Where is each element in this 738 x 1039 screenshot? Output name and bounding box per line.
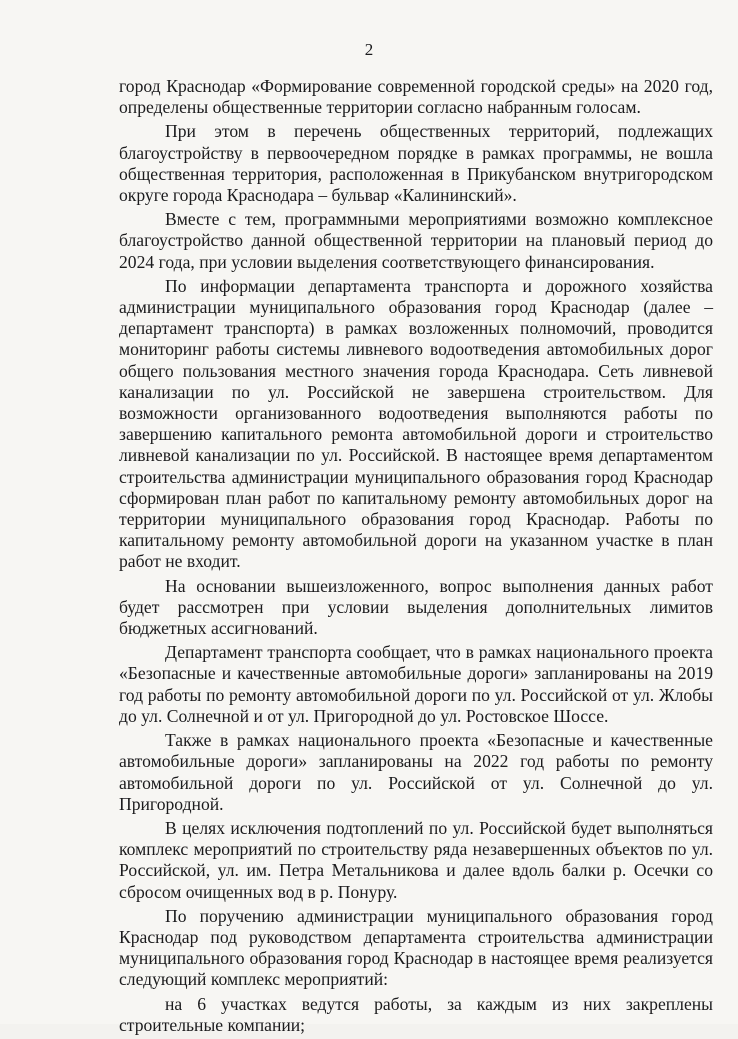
paragraph: Вместе с тем, программными мероприятиями возможно комплексное благоустройство данной общественной территории на плановый период до 2024 года, при условии выделения соответствующего финансирования. (119, 209, 713, 272)
paragraph: По поручению администрации муниципального образования город Краснодар под руководством департамента строительства администрации муниципального образования город Краснодар в настоящее время реализуется следующий комплекс мероприятий: (119, 905, 713, 990)
paragraph: При этом в перечень общественных территорий, подлежащих благоустройству в первоочередном порядке в рамках программы, не вошла общественная территория, расположенная в Прикубанском внутригородском округе города Краснодара – бульвар «Калининский». (119, 121, 713, 206)
paragraph: город Краснодар «Формирование современной городской среды» на 2020 год, определены общественные территории согласно набранным голосам. (119, 76, 713, 118)
paragraph: Департамент транспорта сообщает, что в рамках национального проекта «Безопасные и качественные автомобильные дороги» запланированы на 2019 год работы по ремонту автомобильной дороги по ул. Российской от ул. Жлобы до ул. Солнечной и от ул. Пригородной до ул. Ростовское Шоссе. (119, 642, 713, 726)
list-item: на 6 участках ведутся работы, за каждым из них закреплены строительные компании; (119, 993, 713, 1035)
paragraph: На основании вышеизложенного, вопрос выполнения данных работ будет рассмотрен при условии выделения дополнительных лимитов бюджетных ассигнований. (119, 575, 713, 639)
paragraph: По информации департамента транспорта и дорожного хозяйства администрации муниципального образования город Краснодар (далее – департамент транспорта) в рамках возложенных полномочий, проводится мониторинг работы системы ливневого водоотведения автомобильных дорог общего пользования местного значения города Краснодара. Сеть ливневой канализации по ул. Российской не завершена строительством. Для возможности организованного водоотведения выполняются работы по завершению капитального ремонта автомобильной дороги и строительство ливневой канализации по ул. Российской. В настоящее время департаментом строительства администрации муниципального образования город Краснодар сформирован план работ по капитальному ремонту автомобильных дорог на территории муниципального образования город Краснодар. Работы по капитальному ремонту автомобильной дороги на указанном участке в план работ не входит. (119, 275, 713, 572)
paragraph: В целях исключения подтоплений по ул. Российской будет выполняться комплекс мероприятий по строительству ряда незавершенных объектов по ул. Российской, ул. им. Петра Метальникова и далее вдоль балки р. Осечки со сбросом очищенных вод в р. Понуру. (119, 817, 713, 902)
page-number: 2 (364, 40, 374, 59)
paragraph: Также в рамках национального проекта «Безопасные и качественные автомобильные дороги» запланированы на 2022 год работы по ремонту автомобильной дороги по ул. Российской от ул. Солнечной до ул. Пригородной. (119, 730, 713, 814)
document-body (119, 76, 713, 1039)
